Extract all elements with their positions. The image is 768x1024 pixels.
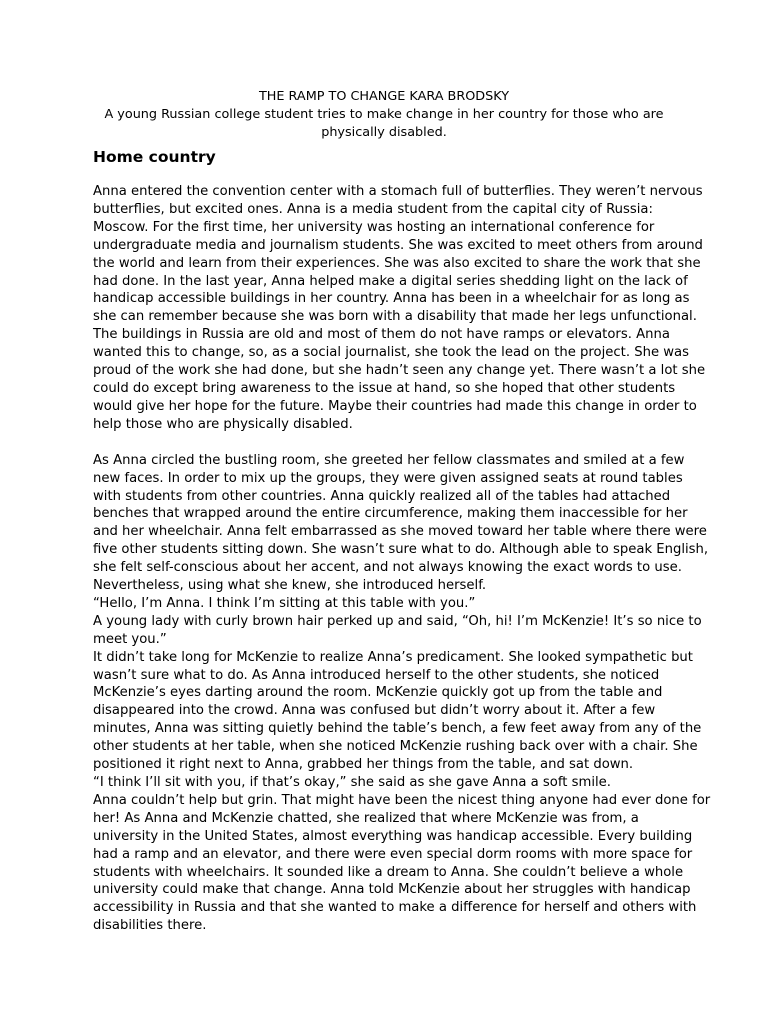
document-page [93, 88, 711, 935]
text-line: new faces. In order to mix up the groups, they were given assigned seats at round tables [93, 470, 683, 486]
text-line: had a ramp and an elevator, and there were even special dorm rooms with more space for [93, 846, 693, 862]
text-line: she can remember because she was born with a disability that made her legs unfunctional. [93, 309, 697, 325]
text-line: she felt self-conscious about her accent, and not always knowing the exact words to use. [93, 560, 682, 576]
text-line: As Anna circled the bustling room, she greeted her fellow classmates and smiled at a few [93, 452, 685, 468]
text-line: disappeared into the crowd. Anna was confused but didn’t worry about it. After a few [93, 703, 656, 719]
text-line: “Hello, I’m Anna. I think I’m sitting at this table with you.” [93, 595, 476, 611]
text-line: and her wheelchair. Anna felt embarrassed as she moved toward her table where there were [93, 524, 707, 540]
text-line: would give her hope for the future. Maybe their countries had made this change in order to [93, 398, 697, 414]
text-line: disabilities there. [93, 918, 207, 934]
text-line: could do except bring awareness to the issue at hand, so she hoped that other students [93, 380, 676, 396]
text-line: accessibility in Russia and that she wanted to make a difference for herself and others with [93, 900, 697, 916]
section-heading: Home country [93, 148, 216, 166]
text-line: minutes, Anna was sitting quietly behind the table’s bench, a few feet away from any of the [93, 721, 702, 737]
text-line: It didn’t take long for McKenzie to realize Anna’s predicament. She looked sympathetic but [93, 649, 693, 665]
document-title: THE RAMP TO CHANGE KARA BRODSKY [258, 89, 510, 104]
text-line: “I think I’ll sit with you, if that’s okay,” she said as she gave Anna a soft smile. [93, 775, 611, 790]
text-line: with students from other countries. Anna quickly realized all of the tables had attached [93, 488, 671, 504]
text-line: benches that wrapped around the entire circumference, making them inaccessible for her [93, 506, 688, 522]
paragraph-1 [93, 183, 706, 434]
subtitle-line: A young Russian college student tries to make change in her country for those who are [104, 107, 664, 122]
text-line: had done. In the last year, Anna helped make a digital series shedding light on the lack of [93, 273, 688, 289]
text-line: help those who are physically disabled. [93, 416, 353, 432]
paragraph-2 [93, 452, 711, 935]
text-line: Anna entered the convention center with a stomach full of butterflies. They weren’t nervous [93, 184, 703, 199]
text-line: proud of the work she had done, but she hadn’t seen any change yet. There wasn’t a lot she [93, 363, 706, 379]
spacer [93, 434, 675, 452]
text-line: students with wheelchairs. It sounded like a dream to Anna. She couldn’t believe a whole [93, 864, 684, 880]
text-line: Anna couldn’t help but grin. That might have been the nicest thing anyone had ever done for [93, 792, 711, 808]
text-line: The buildings in Russia are old and most of them do not have ramps or elevators. Anna [93, 327, 670, 343]
text-line: positioned it right next to Anna, grabbed her things from the table, and sat down. [93, 757, 634, 773]
text-line: McKenzie’s eyes darting around the room. McKenzie quickly got up from the table and [93, 685, 663, 701]
text-line: five other students sitting down. She wasn’t sure what to do. Although able to speak English, [93, 542, 709, 558]
text-line: Moscow. For the first time, her university was hosting an international conference for [93, 219, 655, 235]
subtitle-line: physically disabled. [321, 125, 447, 140]
text-line: university in the United States, almost everything was handicap accessible. Every building [93, 828, 693, 844]
spacer [93, 168, 675, 183]
text-line: the world and learn from their experiences. She was also excited to share the work that she [93, 255, 701, 271]
text-line: A young lady with curly brown hair perked up and said, “Oh, hi! I’m McKenzie! It’s so nice to [93, 613, 702, 629]
text-line: Nevertheless, using what she knew, she introduced herself. [93, 578, 487, 594]
text-line: wanted this to change, so, as a social journalist, she took the lead on the project. She was [93, 345, 689, 361]
document-subtitle [93, 106, 675, 142]
text-line: butterflies, but excited ones. Anna is a media student from the capital city of Russia: [93, 201, 653, 217]
text-line: meet you.” [93, 631, 167, 647]
text-line: handicap accessible buildings in her country. Anna has been in a wheelchair for as long as [93, 291, 690, 307]
text-line: undergraduate media and journalism students. She was excited to meet others from around [93, 237, 703, 253]
text-line: other students at her table, when she noticed McKenzie rushing back over with a chair. She [93, 739, 698, 755]
text-line: wasn’t sure what to do. As Anna introduced herself to the other students, she noticed [93, 667, 660, 683]
text-line: university could make that change. Anna told McKenzie about her struggles with handicap [93, 882, 691, 898]
text-line: her! As Anna and McKenzie chatted, she realized that where McKenzie was from, a [93, 810, 639, 826]
